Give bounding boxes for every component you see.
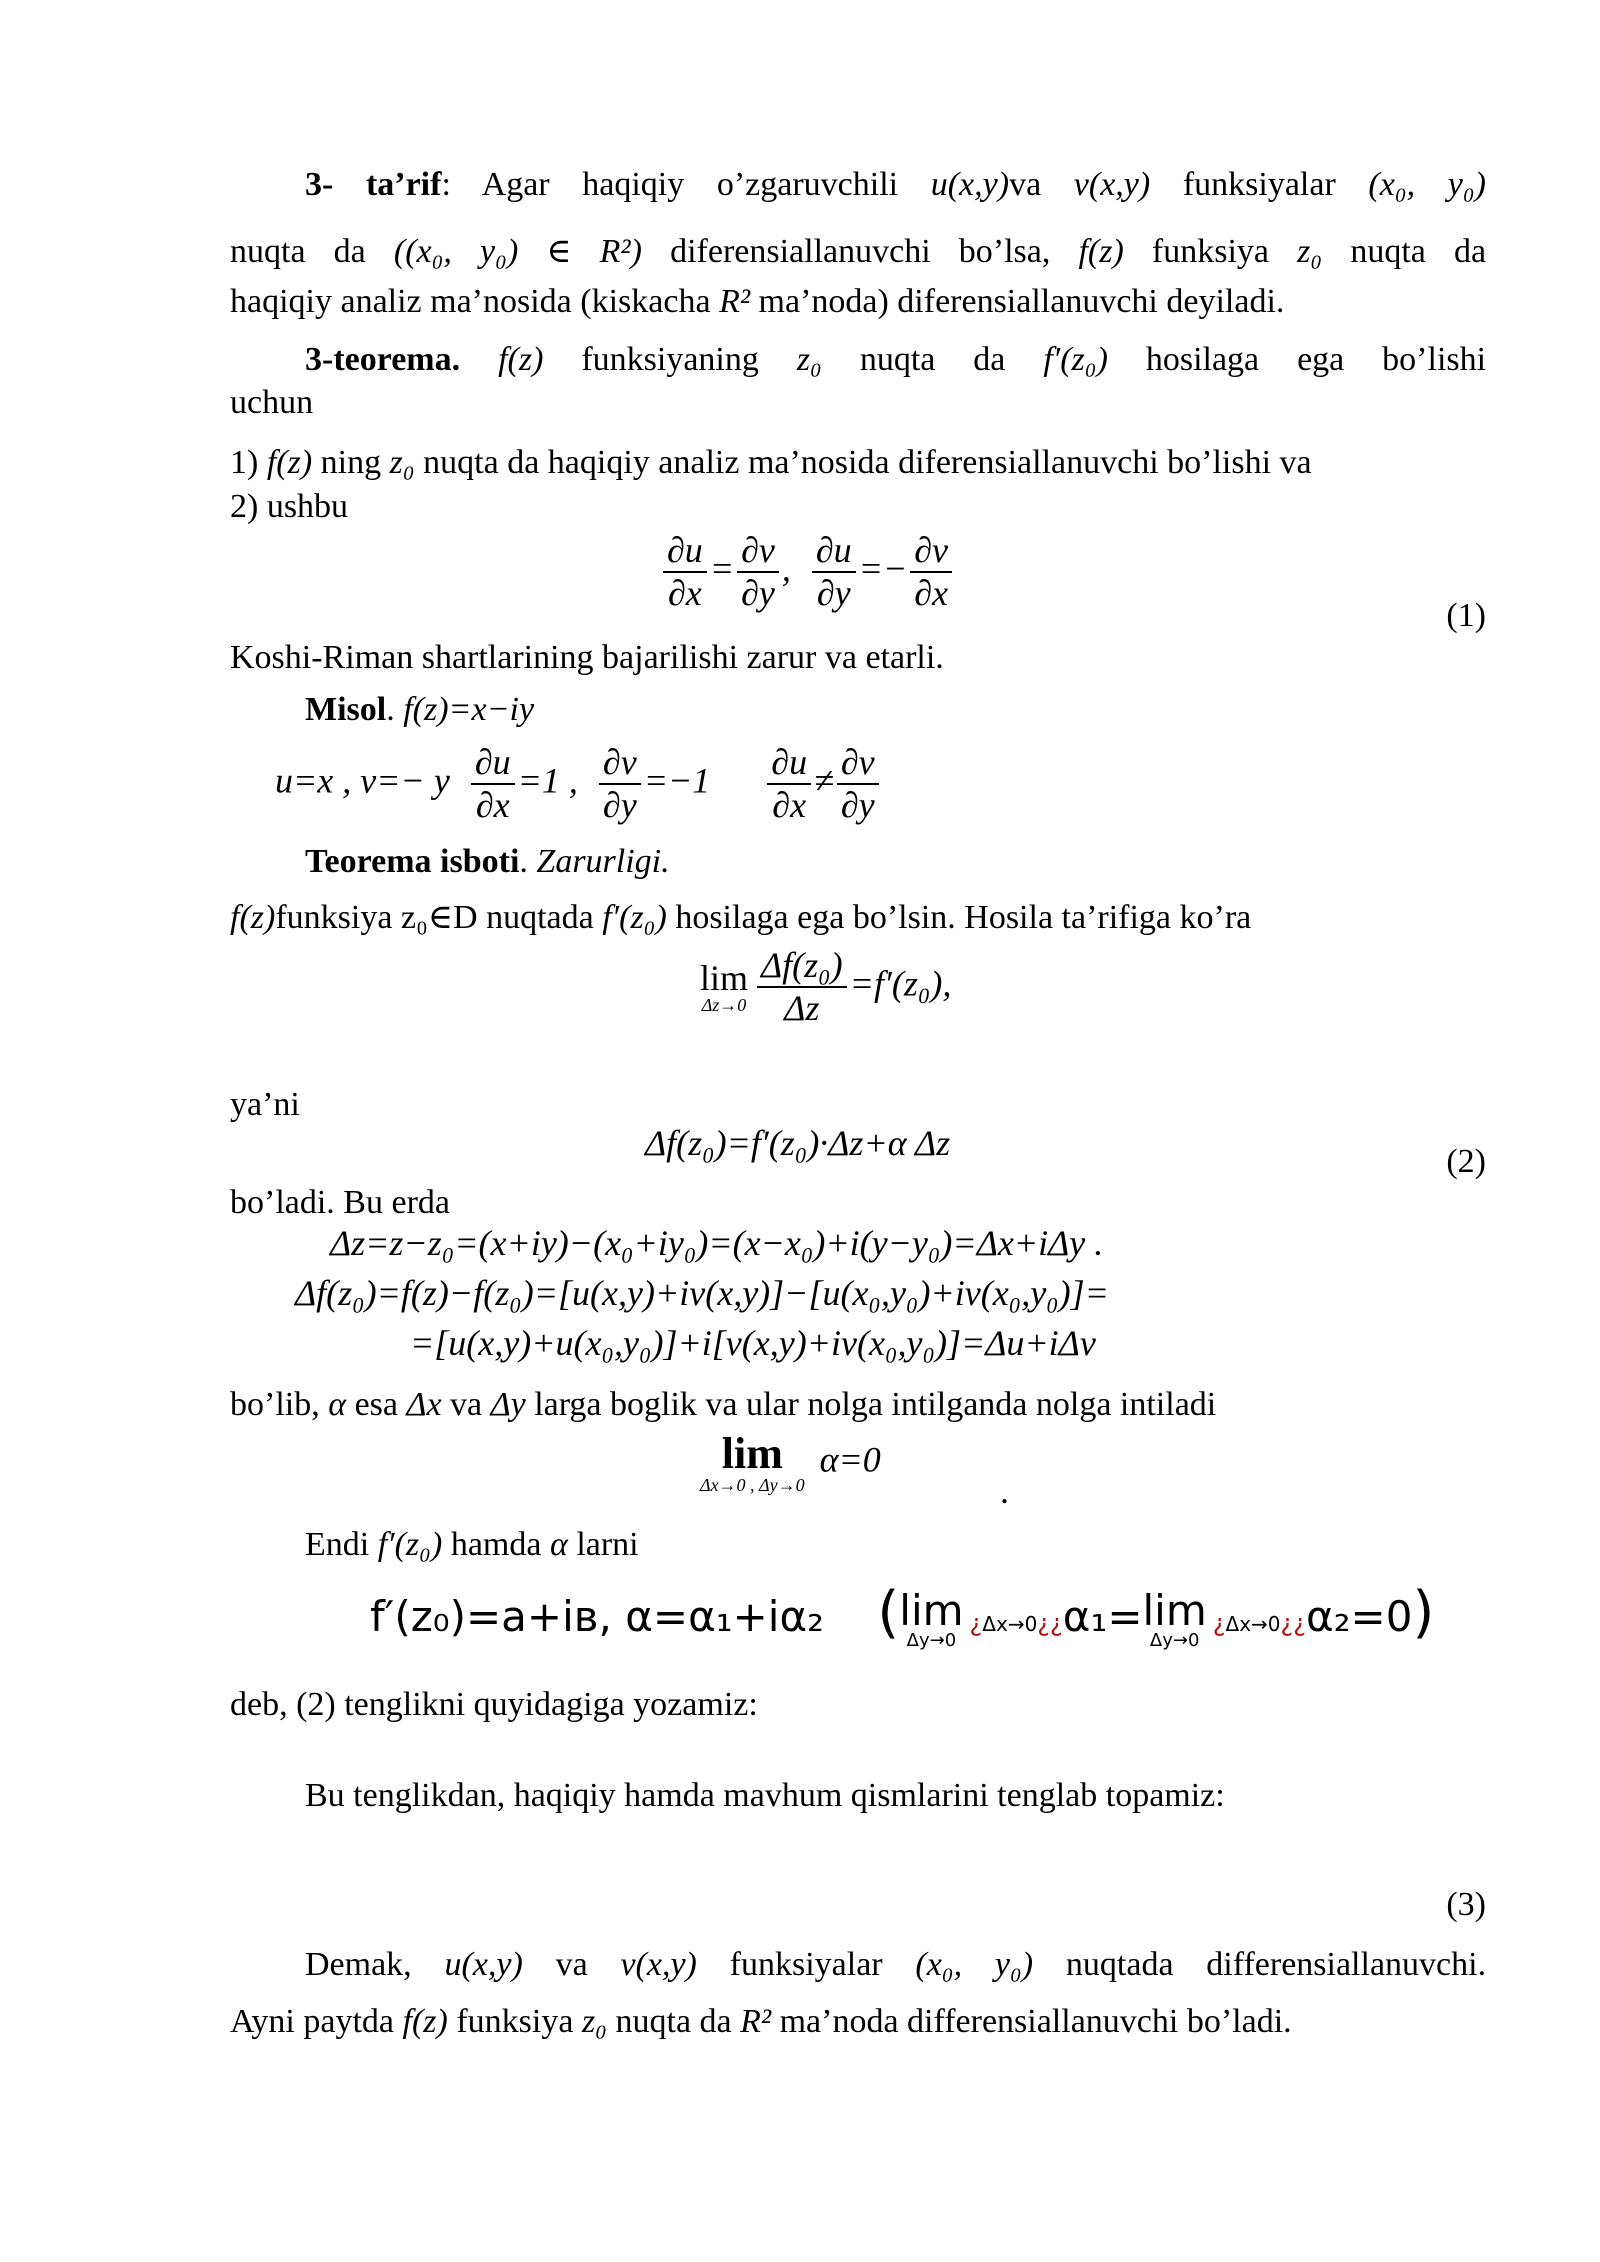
text: nuqta da (1350, 233, 1487, 270)
math-in-r2: ((x₀, y₀) ∈ R²) (393, 233, 642, 270)
denominator: ∂y (741, 573, 775, 614)
math-rhs: =f′(z₀), (849, 963, 952, 1004)
math-alpha-1: α₁= (1062, 1592, 1143, 1641)
text: . (519, 843, 528, 880)
condition-2: 2) ushbu (230, 488, 349, 525)
text: va (450, 1386, 483, 1423)
denominator: ∂x (668, 573, 702, 614)
math-r2: R² (719, 283, 751, 320)
example-label: Misol (305, 691, 387, 728)
text: hosilaga ega bo’lishi (1145, 341, 1487, 378)
math-z0: z₀ (581, 2003, 607, 2040)
text: haqiqiy analiz ma’nosida (kiskacha (230, 283, 711, 320)
lim-subscript: Δy→0 (906, 1629, 957, 1651)
text: larga boglik va ular nolga intilganda nolga intiladi (534, 1386, 1217, 1423)
text: : Agar haqiqiy o’zgaruvchili (441, 166, 899, 203)
text: nuqta da (615, 2003, 732, 2040)
fraction-dv-dx (910, 530, 952, 615)
limit-operator-1 (899, 1585, 964, 1651)
denominator: ∂x (475, 785, 510, 826)
condition-1 (230, 443, 1486, 483)
text: ma’noda) diferensiallanuvchi deyiladi. (758, 283, 1285, 320)
lim-text: lim (1142, 1585, 1207, 1635)
lim-text: lim (899, 1585, 964, 1635)
equation-number-2: (2) (1446, 1143, 1486, 1180)
denominator: ∂x (914, 573, 949, 614)
text: Demak, (305, 1946, 412, 1983)
fraction-du-dx (471, 742, 515, 827)
math-fz: f(z) (230, 899, 276, 936)
lim-subscript: Δz→0 (701, 995, 747, 1016)
text: va (1009, 166, 1042, 203)
math-point: (x₀, y₀) (915, 1946, 1034, 1983)
close-paren: ) (1412, 1580, 1435, 1645)
proof-heading (305, 842, 1486, 882)
text: va (555, 1946, 588, 1983)
math-z0: z₀ (389, 444, 415, 481)
math-fz: f(z) (266, 444, 313, 481)
math-u: u(x,y) (930, 166, 1010, 203)
math-decomposition: f′(z₀)=a+iв, α=α₁+iα₂ (370, 1592, 825, 1641)
text: ning (320, 444, 382, 481)
text: Endi (305, 1526, 370, 1563)
math-fprime-z0: f′(z₀) (377, 1526, 443, 1563)
text: bo’lib, (230, 1386, 320, 1423)
proof-line-alpha (230, 1385, 1486, 1425)
definition-3-label: 3- ta’rif (305, 166, 442, 203)
math-fz: f(z) (402, 2003, 448, 2040)
math-fz: f(z) (498, 341, 544, 378)
alpha-limit-equation (700, 1429, 881, 1495)
fraction-delta-f (757, 945, 847, 1030)
math-alpha-2: α₂=0 (1306, 1592, 1413, 1641)
text-necessity: Zarurligi. (536, 843, 670, 880)
math-alpha: α (549, 1526, 568, 1563)
example-equations (275, 742, 882, 827)
equation-delta-f-1: Δf(z₀)=f(z)−f(z₀)=[u(x,y)+iv(x,y)]−[u(x₀,y₀)+iv(x₀,y₀)]= (295, 1273, 1109, 1313)
text: 1) (230, 444, 259, 481)
cauchy-riemann-equations (660, 530, 955, 615)
text-yani: ya’ni (230, 1086, 300, 1123)
glyph-q: ¿ (969, 1609, 983, 1637)
math-delta-x: Δx (406, 1386, 442, 1423)
definition-3-line-3 (230, 282, 1486, 322)
fraction-dv-dy (737, 530, 779, 615)
equals-minus: =− (858, 548, 908, 589)
equation-delta-z: Δz=z−z₀=(x+iy)−(x₀+iy₀)=(x−x₀)+i(y−y₀)=Δx+iΔy . (330, 1223, 1104, 1263)
proof-label: Teorema isboti (305, 843, 520, 880)
text: hamda (450, 1526, 542, 1563)
text: Ayni paytda (230, 2003, 395, 2040)
proof-line-endi (305, 1525, 1486, 1565)
fraction-dv-dy (837, 742, 879, 827)
text-bu-tenglikdan: Bu tenglikdan, haqiqiy hamda mavhum qismlarini tenglab topamiz: (305, 1777, 1225, 1814)
text: ma’noda differensiallanuvchi bo’ladi. (779, 2003, 1292, 2040)
text: funksiyalar (1182, 166, 1336, 203)
math-rhs: α=0 (819, 1439, 881, 1480)
math-fz: f(z) (1078, 233, 1124, 270)
text: nuqta da (859, 341, 1006, 378)
text: funksiya (275, 899, 393, 936)
denominator: ∂y (816, 573, 851, 614)
math-result-1: =1 , (517, 760, 578, 801)
numerator: ∂v (599, 742, 641, 785)
fraction-dv-dy (599, 742, 641, 827)
text: larni (576, 1526, 639, 1563)
text-uchun: uchun (230, 384, 314, 421)
lim-text: lim (721, 1429, 783, 1478)
text: hosilaga ega bo’lsin. Hosila ta’rifiga ko’ra (675, 899, 1252, 936)
text: funksiyaning (581, 341, 759, 378)
example-heading (305, 690, 1486, 730)
denominator: Δz (784, 988, 820, 1029)
numerator: ∂u (812, 530, 856, 573)
glyph-q: ¿ (1280, 1609, 1294, 1637)
conclusion-line-2 (230, 2002, 1486, 2042)
lim-subscript-2: Δx→0 (982, 1612, 1038, 1636)
text: . (386, 691, 395, 728)
denominator: ∂y (840, 785, 875, 826)
math-uv: u=x , v=− y (275, 760, 450, 801)
text: diferensiallanuvchi bo’lsa, (670, 233, 1051, 270)
math-z0-in-d: z₀∈D (400, 899, 478, 936)
text-bu-erda: bo’ladi. Bu erda (230, 1184, 450, 1221)
open-paren: ( (877, 1580, 900, 1645)
limit-operator (700, 1429, 805, 1495)
text: nuqta da haqiqiy analiz ma’nosida diferensiallanuvchi bo’lishi va (423, 444, 1312, 481)
numerator: ∂u (471, 742, 515, 785)
definition-3-line-2 (230, 232, 1486, 272)
math-z0: z₀ (1297, 233, 1323, 270)
math-z0: z₀ (796, 341, 822, 378)
text-koshi-riman: Koshi-Riman shartlarining bajarilishi zarur va etarli. (230, 639, 944, 676)
lim-text: lim (700, 958, 749, 999)
math-u: u(x,y) (444, 1946, 523, 1983)
numerator: ∂u (767, 742, 811, 785)
glyph-q: ¿ (1212, 1609, 1226, 1637)
proof-line-1 (230, 898, 1486, 938)
math-r2: R² (740, 2003, 772, 2040)
fraction-du-dx (767, 742, 811, 827)
conclusion-line-1 (305, 1945, 1486, 1985)
theorem-3-line-1 (305, 340, 1486, 380)
text: funksiya (1151, 233, 1270, 270)
text: nuqtada (477, 899, 594, 936)
derivative-limit-equation (700, 945, 951, 1030)
denominator: ∂x (772, 785, 807, 826)
glyph-q: ¿ (1050, 1609, 1063, 1637)
numerator: ∂u (663, 530, 707, 573)
math-fprime-z0: f′(z₀) (1043, 341, 1108, 378)
text: funksiya (456, 2003, 574, 2040)
text-deb: deb, (2) tenglikni quyidagiga yozamiz: (230, 1686, 758, 1723)
equation-2: Δf(z₀)=f′(z₀)·Δz+α Δz (645, 1123, 951, 1163)
comma: , (781, 548, 791, 589)
fraction-du-dy (812, 530, 856, 615)
limit-operator (700, 960, 748, 1014)
text: funksiyalar (729, 1946, 883, 1983)
math-fprime-z0: f′(z₀) (602, 899, 667, 936)
lim-subscript: Δx→0 , Δy→0 (700, 1475, 805, 1495)
math-example-function: f(z)=x−iy (403, 691, 535, 728)
math-v: v(x,y) (620, 1946, 697, 1983)
numerator: ∂v (737, 530, 779, 573)
decomposition-equation (370, 1580, 1434, 1650)
lim-subscript: Δy→0 (1149, 1629, 1200, 1651)
equation-number-1: (1) (1446, 597, 1486, 634)
glyph-q: ¿ (1293, 1609, 1307, 1637)
denominator: ∂y (602, 785, 637, 826)
math-v: v(x,y) (1073, 166, 1151, 203)
equation-number-3: (3) (1446, 1886, 1486, 1923)
limit-operator-2 (1142, 1585, 1207, 1651)
equation-delta-f-2: =[u(x,y)+u(x₀,y₀)]+i[v(x,y)+iv(x₀,y₀)]=Δu+iΔv (410, 1323, 1096, 1363)
text: nuqtada differensiallanuvchi. (1065, 1946, 1487, 1983)
fraction-du-dx (663, 530, 707, 615)
math-result-2: =−1 (643, 760, 711, 801)
lim-subscript-2: Δx→0 (1225, 1612, 1281, 1636)
numerator: Δf(z₀) (757, 945, 847, 988)
glyph-q: ¿ (1037, 1609, 1051, 1637)
text: esa (354, 1386, 398, 1423)
numerator: ∂v (910, 530, 952, 573)
text: nuqta da (230, 233, 366, 270)
math-alpha: α (328, 1386, 347, 1423)
numerator: ∂v (837, 742, 879, 785)
math-point: (x₀, y₀) (1368, 166, 1486, 203)
math-delta-y: Δy (490, 1386, 526, 1423)
text: . (1000, 1471, 1009, 1511)
not-equal: ≠ (814, 760, 834, 801)
equals: = (709, 548, 735, 589)
definition-3-line-1 (305, 165, 1486, 205)
theorem-3-label: 3-teorema. (305, 341, 461, 378)
